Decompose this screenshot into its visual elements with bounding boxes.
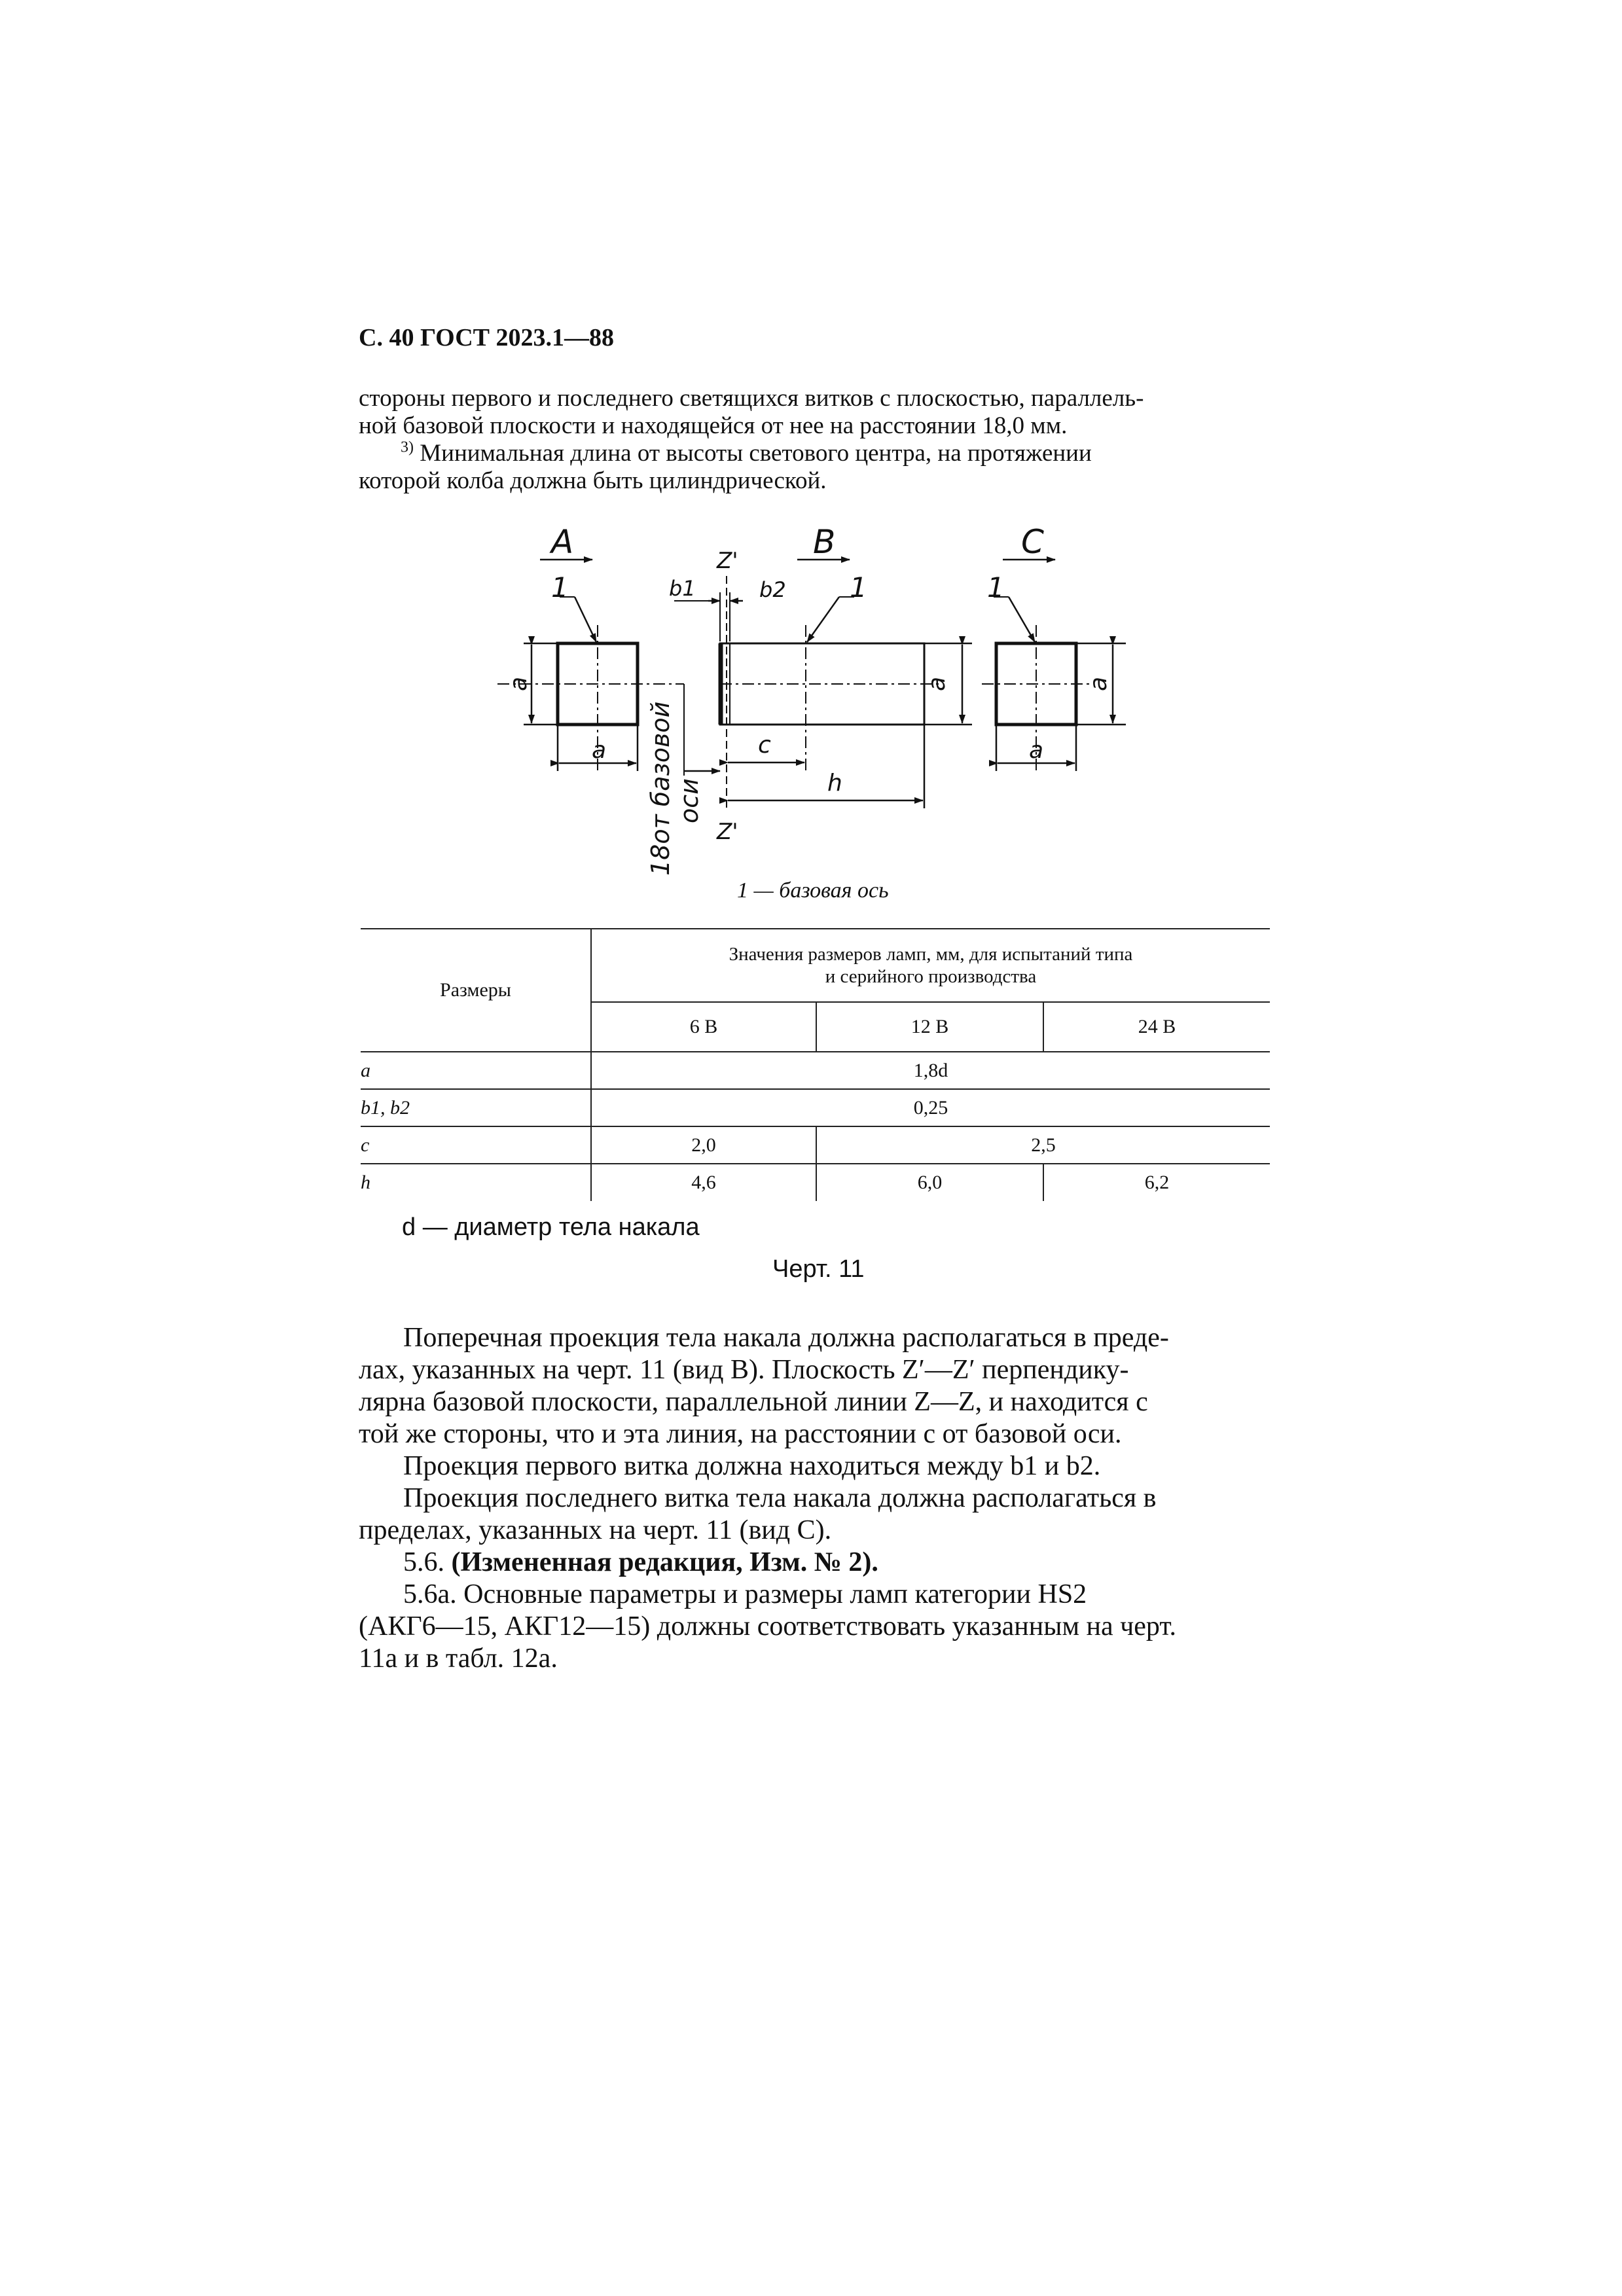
row-b-name: b1, b2 xyxy=(361,1089,591,1126)
p4-number: 5.6. xyxy=(403,1547,444,1577)
table-row xyxy=(361,1089,1270,1126)
col-12v: 12 В xyxy=(816,1002,1043,1052)
table-row xyxy=(361,1164,1270,1201)
dim-c-label: c xyxy=(758,732,771,759)
table-row xyxy=(361,1126,1270,1164)
callout-1-c: 1 xyxy=(987,571,1005,603)
col-24v: 24 В xyxy=(1043,1002,1270,1052)
col-6v: 6 В xyxy=(591,1002,816,1052)
sizes-table xyxy=(361,928,1270,1201)
figure-caption: Черт. 11 xyxy=(772,1255,865,1283)
group-header-line-2: и серийного производства xyxy=(825,966,1037,987)
row-c-name: c xyxy=(361,1126,591,1164)
p5-line-1: 5.6а. Основные параметры и размеры ламп категории HS2 xyxy=(403,1579,1087,1609)
p1-line-1-text: Поперечная проекция тела накала должна располагаться в преде- xyxy=(403,1323,1169,1353)
dim-a-bottom-left-label: a xyxy=(592,737,607,764)
row-b-value: 0,25 xyxy=(591,1089,1270,1126)
callout-1-a: 1 xyxy=(551,571,569,603)
p5-line-2: (АКГ6—15, АКГ12—15) должны соответствовать указанным на черт. xyxy=(359,1611,1177,1641)
dim-h-label: h xyxy=(827,770,842,797)
view-b-label: B xyxy=(813,523,836,561)
footnote-line-2: которой колба должна быть цилиндрической. xyxy=(359,467,827,494)
intro-line-1: стороны первого и последнего светящихся витков с плоскостью, параллель- xyxy=(359,385,1144,412)
base-axis-distance-line1: 18от базовой xyxy=(646,701,675,876)
z-prime-bottom: Z' xyxy=(717,819,738,845)
page-header: С. 40 ГОСТ 2023.1—88 xyxy=(359,324,614,351)
row-c-6v: 2,0 xyxy=(591,1126,816,1164)
p1-line-3: лярна базовой плоскости, параллельной линии Z—Z, и находится с xyxy=(359,1387,1148,1417)
p2: Проекция первого витка должна находиться между b1 и b2. xyxy=(403,1451,1101,1481)
p1-line-4: той же стороны, что и эта линия, на расстоянии c от базовой оси. xyxy=(359,1419,1122,1449)
p4-bold-note: (Измененная редакция, Изм. № 2). xyxy=(451,1547,878,1577)
b1-label: b1 xyxy=(669,576,696,601)
p1-line-1 xyxy=(359,1322,1270,1354)
b2-label: b2 xyxy=(759,577,786,602)
base-axis-distance-line2: оси xyxy=(675,778,704,823)
p5-line-3: 11а и в табл. 12а. xyxy=(359,1643,558,1674)
p1-line-2: лах, указанных на черт. 11 (вид B). Плоскость Z′—Z′ перпендику- xyxy=(359,1355,1129,1385)
dim-a-right-label: a xyxy=(1085,676,1112,692)
footnote-mark: 3) xyxy=(401,439,414,456)
legend-text: 1 — базовая ось xyxy=(737,878,889,903)
drawing-legend xyxy=(737,878,889,903)
row-h-12v: 6,0 xyxy=(816,1164,1043,1201)
dim-a-bottom-right-label: a xyxy=(1029,737,1044,764)
view-a-label: A xyxy=(551,523,574,561)
row-c-12-24v: 2,5 xyxy=(816,1126,1270,1164)
group-header xyxy=(591,929,1270,1002)
z-prime-top: Z' xyxy=(717,548,738,574)
group-header-line-1: Значения размеров ламп, мм, для испытаний типа xyxy=(729,944,1133,965)
table-header-row xyxy=(361,929,1270,1002)
intro-line-2: ной базовой плоскости и находящейся от нее на расстоянии 18,0 мм. xyxy=(359,412,1068,439)
footnote-line-1: Минимальная длина от высоты светового центра, на протяжении xyxy=(420,440,1092,467)
callout-1-b: 1 xyxy=(850,571,867,603)
row-h-24v: 6,2 xyxy=(1144,1172,1170,1193)
row-a-name: a xyxy=(361,1052,591,1089)
table-row xyxy=(361,1052,1270,1089)
row-h-name: h xyxy=(361,1164,591,1201)
col-sizes-header: Размеры xyxy=(361,929,591,1052)
row-h-6v: 4,6 xyxy=(591,1164,816,1201)
row-a-value: 1,8d xyxy=(591,1052,1270,1089)
dim-a-left-label: a xyxy=(505,676,532,692)
body-text xyxy=(359,1322,1270,1675)
p3-line-2: пределах, указанных на черт. 11 (вид C). xyxy=(359,1515,832,1545)
p3-line-1: Проекция последнего витка тела накала должна располагаться в xyxy=(403,1483,1157,1513)
p4 xyxy=(359,1547,1270,1579)
filament-drawing xyxy=(0,0,1622,916)
dim-a-mid-label: a xyxy=(924,676,950,692)
view-c-label: C xyxy=(1021,523,1044,561)
table-note: d — диаметр тела накала xyxy=(402,1213,700,1241)
